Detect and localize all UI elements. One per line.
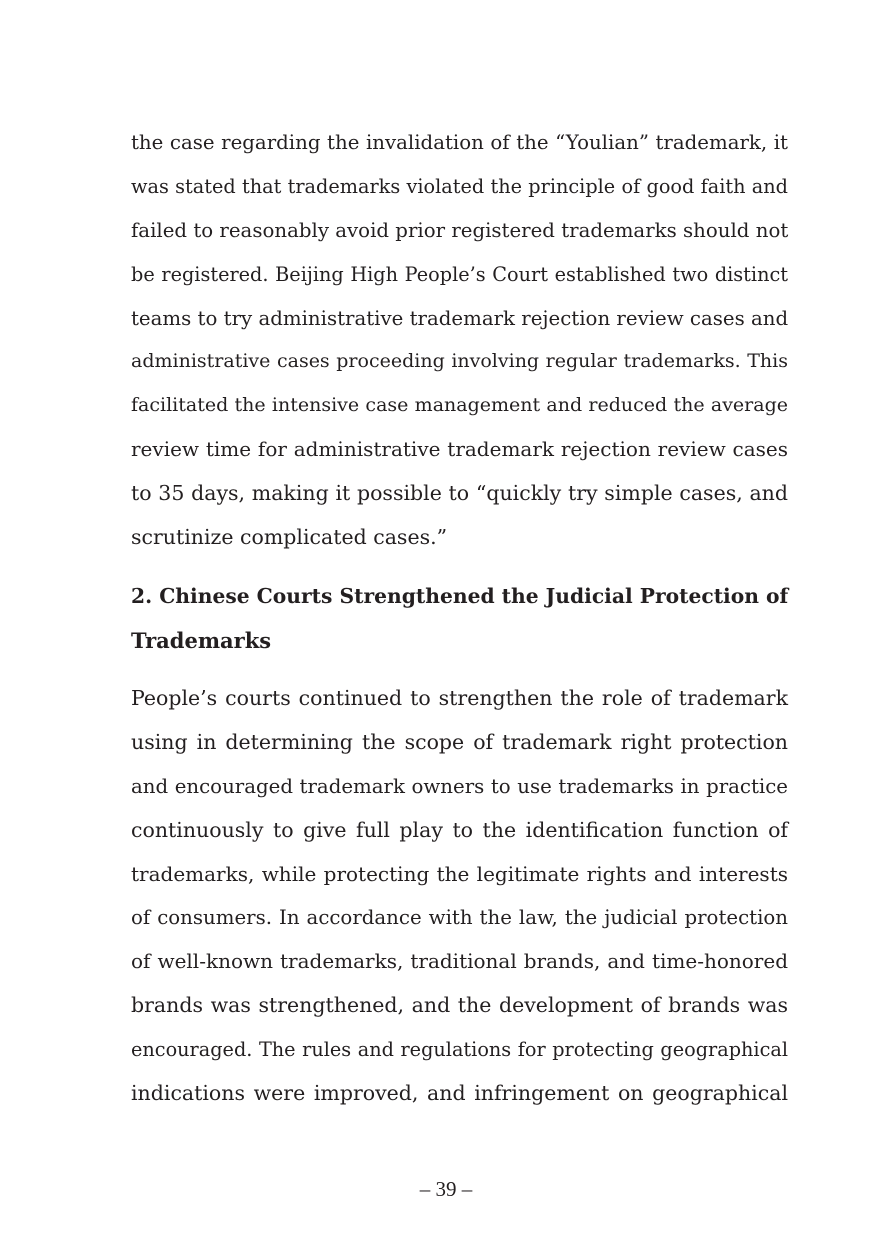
paragraph-line: was stated that trademarks violated the principle of good faith and <box>131 174 788 198</box>
paragraph-line: People’s courts continued to strengthen the role of trademark <box>131 686 788 710</box>
paragraph-line: trademarks, while protecting the legitimate rights and interests <box>131 861 788 886</box>
paragraph-line: review time for administrative trademark rejection review cases <box>131 437 788 462</box>
paragraph-line: continuously to give full play to the identification function of <box>131 817 788 842</box>
paragraph-line: of well-known trademarks, traditional brands, and time-honored <box>131 949 788 974</box>
heading-line: 2. Chinese Courts Strengthened the Judicial Protection of <box>131 584 789 608</box>
paragraph-line: of consumers. In accordance with the law, the judicial protection <box>131 906 788 930</box>
paragraph-line: and encouraged trademark owners to use trademarks in practice <box>131 774 788 798</box>
page-number: – 39 – <box>419 1177 473 1201</box>
paragraph-line: facilitated the intensive case management and reduced the average <box>131 394 788 417</box>
paragraph-line: the case regarding the invalidation of the “Youlian” trademark, it <box>131 131 788 154</box>
paragraph-line: be registered. Beijing High People’s Court established two distinct <box>131 262 788 286</box>
paragraph-line: teams to try administrative trademark rejection review cases and <box>131 306 789 330</box>
paragraph-line: encouraged. The rules and regulations for protecting geographical <box>131 1038 788 1062</box>
heading-line: Trademarks <box>131 627 272 653</box>
body-paragraph-2 <box>131 677 788 1116</box>
paragraph-line: indications were improved, and infringement on geographical <box>131 1081 788 1106</box>
paragraph-line: failed to reasonably avoid prior registered trademarks should not <box>131 218 789 242</box>
section-heading <box>131 575 788 663</box>
paragraph-line: scrutinize complicated cases.” <box>131 525 448 550</box>
body-paragraph-1 <box>131 121 788 560</box>
paragraph-line: to 35 days, making it possible to “quickly try simple cases, and <box>131 481 788 506</box>
paragraph-line: brands was strengthened, and the development of brands was <box>131 993 788 1018</box>
paragraph-line: administrative cases proceeding involving regular trademarks. This <box>131 350 788 373</box>
paragraph-line: using in determining the scope of trademark right protection <box>131 729 788 754</box>
